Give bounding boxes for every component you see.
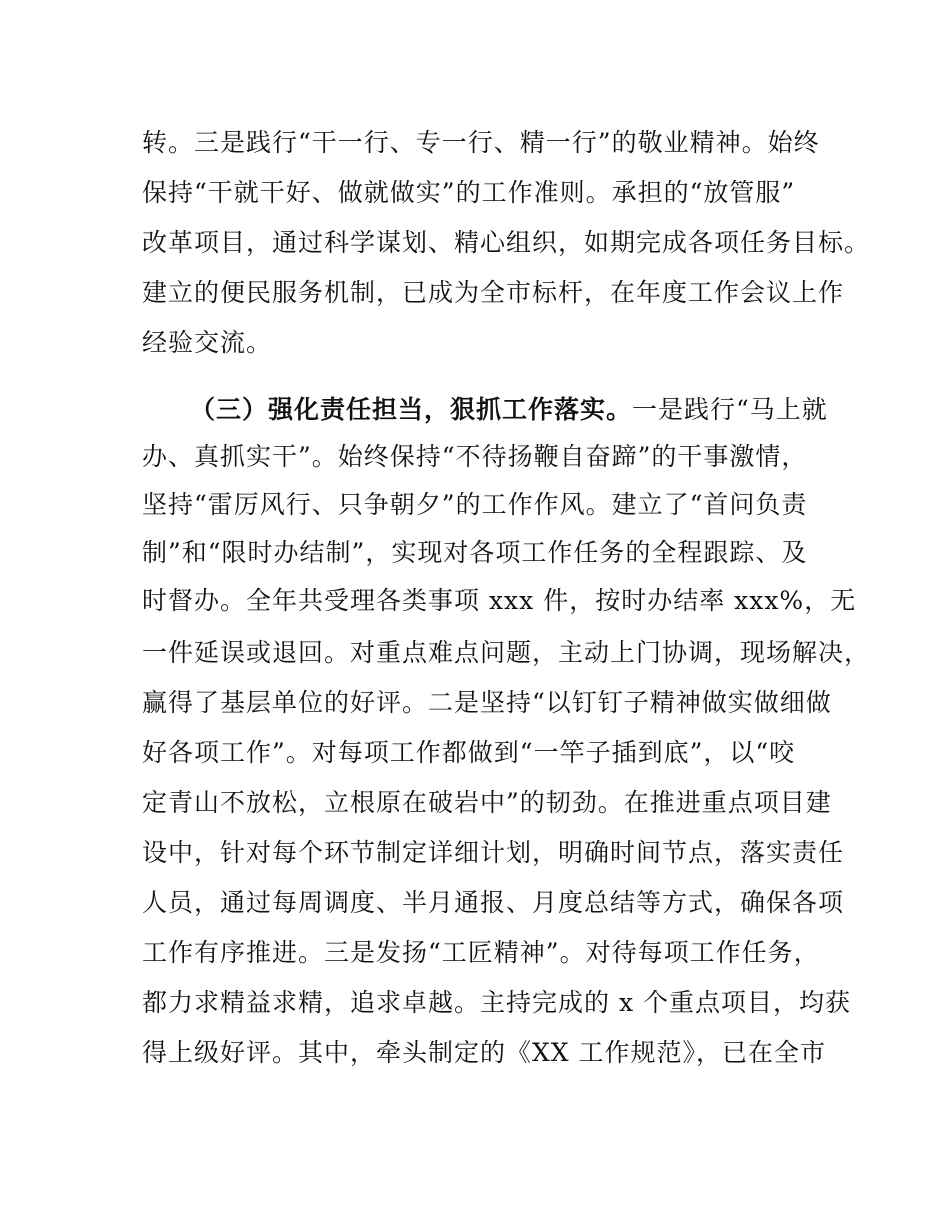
paragraph-line: 设中，针对每个环节制定详细计划，明确时间节点，落实责任	[142, 838, 845, 867]
paragraph-line: 时督办。全年共受理各类事项 xxx 件，按时办结率 xxx%，无	[142, 586, 857, 615]
section-heading-rest: 一是践行“马上就	[632, 395, 828, 424]
paragraph-line: 一件延误或退回。对重点难点问题，主动上门协调，现场解决，	[142, 638, 871, 667]
paragraph-line: 建立的便民服务机制，已成为全市标杆，在年度工作会议上作	[142, 278, 845, 307]
paragraph-line: 好各项工作”。对每项工作都做到“一竿子插到底”，以“咬	[142, 738, 796, 767]
paragraph-line: 坚持“雷厉风行、只争朝夕”的工作作风。建立了“首问负责	[142, 490, 808, 519]
paragraph-line: 经验交流。	[142, 328, 273, 357]
section-heading-line	[190, 395, 828, 425]
paragraph-line: 办、真抓实干”。始终保持“不待扬鞭自奋蹄”的干事激情，	[142, 442, 808, 471]
paragraph-line: 工作有序推进。三是发扬“工匠精神”。对待每项工作任务，	[142, 938, 820, 967]
paragraph-line: 都力求精益求精，追求卓越。主持完成的 x 个重点项目，均获	[142, 988, 851, 1017]
paragraph-line: 制”和“限时办结制”，实现对各项工作任务的全程跟踪、及	[142, 538, 808, 567]
section-heading: （三）强化责任担当，狠抓工作落实。	[190, 395, 633, 424]
paragraph-line: 保持“干就干好、做就做实”的工作准则。承担的“放管服”	[142, 178, 796, 207]
paragraph-line: 赢得了基层单位的好评。二是坚持“以钉钉子精神做实做细做	[142, 688, 832, 717]
paragraph-line: 人员，通过每周调度、半月通报、月度总结等方式，确保各项	[142, 888, 845, 917]
paragraph-line: 转。三是践行“干一行、专一行、精一行”的敬业精神。始终	[142, 128, 820, 157]
paragraph-line: 定青山不放松，立根原在破岩中”的韧劲。在推进重点项目建	[142, 788, 832, 817]
paragraph-line: 得上级好评。其中，牵头制定的《XX 工作规范》，已在全市	[142, 1038, 827, 1067]
paragraph-line: 改革项目，通过科学谋划、精心组织，如期完成各项任务目标。	[142, 228, 871, 257]
